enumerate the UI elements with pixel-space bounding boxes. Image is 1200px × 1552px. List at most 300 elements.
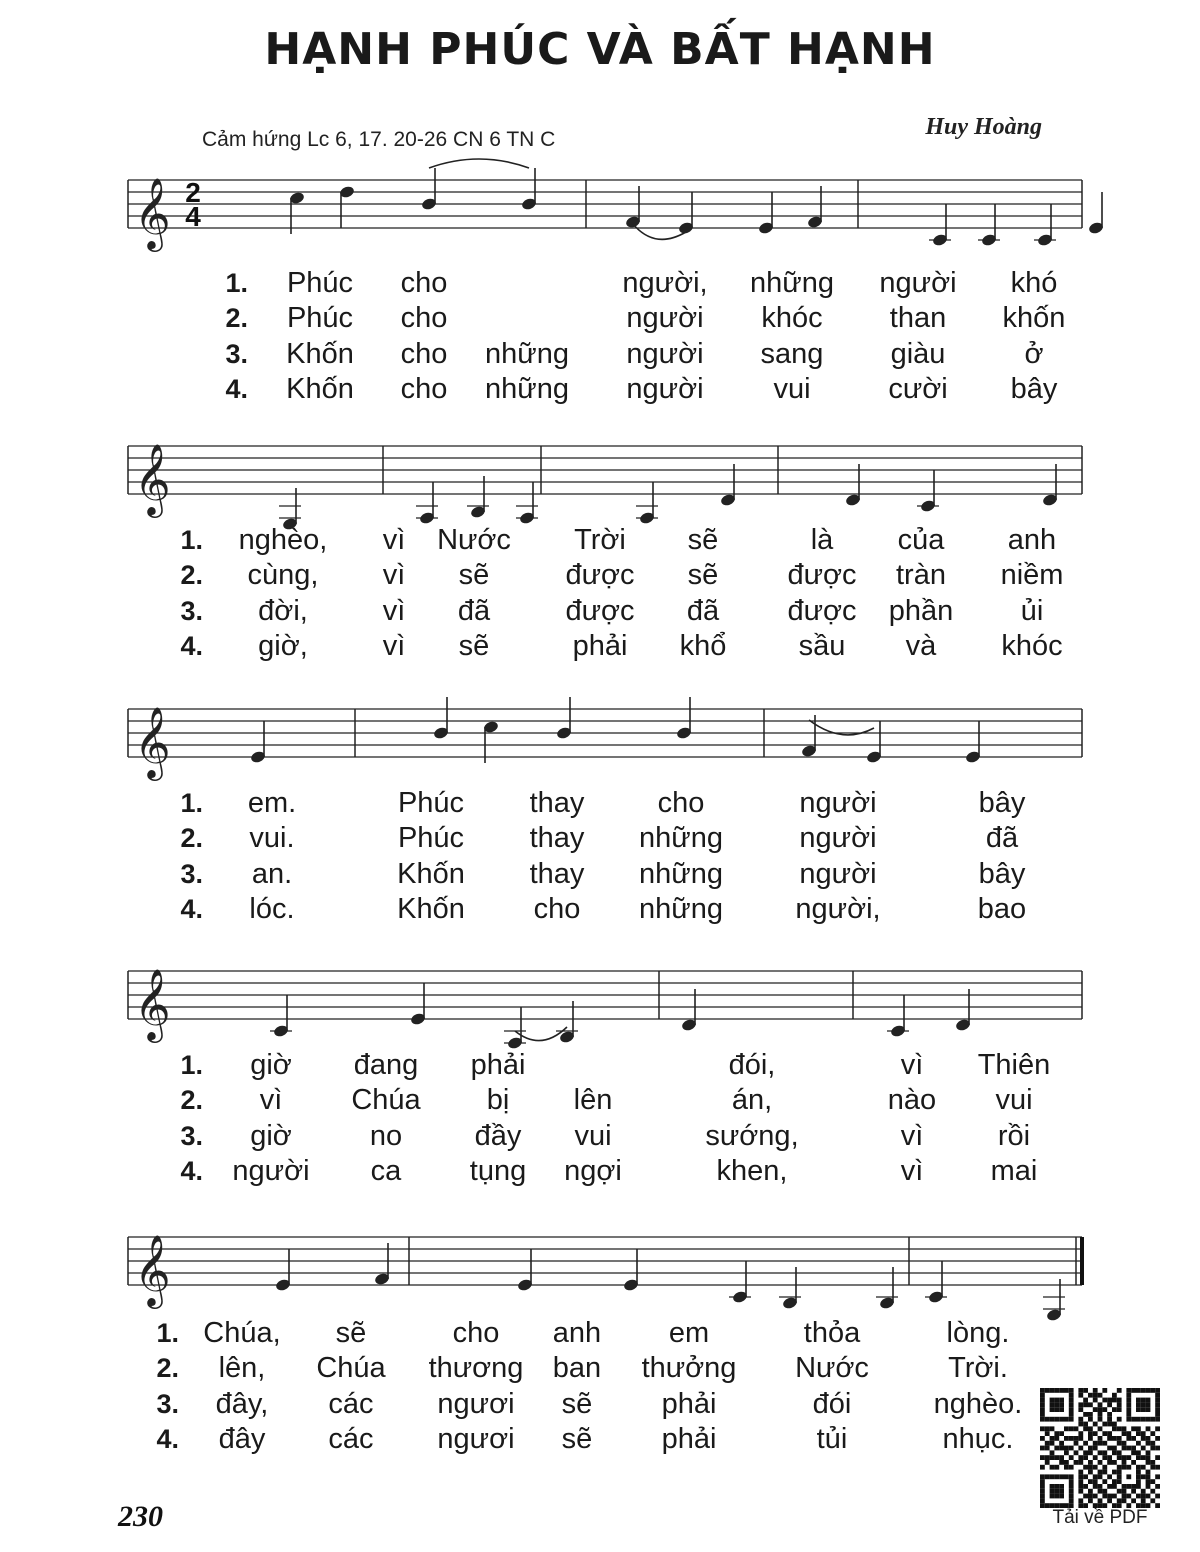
qr-module <box>1122 1441 1127 1446</box>
qr-module <box>1136 1450 1141 1455</box>
qr-module <box>1078 1460 1083 1465</box>
qr-module <box>1069 1498 1074 1503</box>
treble-clef-icon: 𝄞 <box>134 708 171 777</box>
qr-module <box>1102 1422 1107 1427</box>
lyric-syllable: khóc <box>761 302 823 334</box>
qr-module <box>1040 1407 1045 1412</box>
qr-module <box>1098 1402 1103 1407</box>
qr-module <box>1098 1436 1103 1441</box>
lyric-syllable: anh <box>552 1317 602 1349</box>
qr-module <box>1040 1412 1045 1417</box>
qr-module <box>1083 1455 1088 1460</box>
lyric-syllable: người <box>799 822 877 854</box>
qr-module <box>1112 1422 1117 1427</box>
qr-module <box>1054 1455 1059 1460</box>
lyric-syllable: người, <box>622 267 708 299</box>
qr-module <box>1131 1388 1136 1393</box>
verse-number: 3. <box>156 1389 179 1419</box>
qr-module <box>1050 1489 1055 1494</box>
qr-module <box>1155 1393 1160 1398</box>
qr-module <box>1093 1441 1098 1446</box>
qr-module <box>1126 1494 1131 1499</box>
qr-module <box>1059 1388 1064 1393</box>
qr-module <box>1040 1436 1045 1441</box>
lyric-syllable: ngươi <box>437 1423 515 1455</box>
qr-module <box>1117 1474 1122 1479</box>
qr-module <box>1054 1494 1059 1499</box>
qr-module <box>1150 1417 1155 1422</box>
qr-module <box>1064 1417 1069 1422</box>
qr-module <box>1126 1417 1131 1422</box>
qr-module <box>1146 1407 1151 1412</box>
lyric-syllable: đang <box>353 1049 419 1081</box>
qr-module <box>1136 1470 1141 1475</box>
qr-module <box>1050 1388 1055 1393</box>
qr-module <box>1107 1398 1112 1403</box>
time-signature-bottom: 4 <box>185 201 201 232</box>
qr-module <box>1045 1388 1050 1393</box>
lyric-syllable: Trời <box>574 524 626 556</box>
qr-module <box>1155 1465 1160 1470</box>
qr-module <box>1088 1479 1093 1484</box>
qr-module <box>1126 1455 1131 1460</box>
qr-module <box>1146 1388 1151 1393</box>
qr-module <box>1098 1393 1103 1398</box>
qr-module <box>1117 1470 1122 1475</box>
qr-module <box>1093 1479 1098 1484</box>
lyric-syllable: Phúc <box>397 822 465 854</box>
qr-module <box>1093 1388 1098 1393</box>
qr-module <box>1078 1455 1083 1460</box>
qr-module <box>1088 1470 1093 1475</box>
lyric-syllable: vì <box>900 1049 924 1081</box>
qr-code-icon[interactable] <box>1040 1388 1160 1508</box>
qr-module <box>1083 1402 1088 1407</box>
qr-module <box>1088 1402 1093 1407</box>
qr-module <box>1107 1402 1112 1407</box>
qr-module <box>1107 1474 1112 1479</box>
lyric-syllable: khổ <box>679 630 727 662</box>
qr-module <box>1117 1407 1122 1412</box>
qr-module <box>1122 1446 1127 1451</box>
lyric-syllable: là <box>810 524 834 556</box>
lyric-syllable: sẽ <box>458 630 490 662</box>
qr-module <box>1078 1417 1083 1422</box>
qr-module <box>1059 1489 1064 1494</box>
qr-module <box>1136 1431 1141 1436</box>
qr-module <box>1040 1426 1045 1431</box>
qr-module <box>1088 1446 1093 1451</box>
qr-module <box>1126 1398 1131 1403</box>
qr-module <box>1093 1455 1098 1460</box>
qr-module <box>1088 1431 1093 1436</box>
qr-module <box>1146 1426 1151 1431</box>
lyric-syllable: Khốn <box>286 373 354 405</box>
qr-module <box>1040 1484 1045 1489</box>
qr-module <box>1098 1470 1103 1475</box>
qr-module <box>1136 1398 1141 1403</box>
qr-module <box>1050 1450 1055 1455</box>
lyric-syllable: thay <box>529 822 585 854</box>
qr-module <box>1155 1494 1160 1499</box>
qr-module <box>1112 1470 1117 1475</box>
qr-module <box>1093 1494 1098 1499</box>
qr-module <box>1155 1417 1160 1422</box>
lyric-syllable: giàu <box>890 338 946 370</box>
lyric-syllable: những <box>639 893 723 925</box>
lyric-syllable: giờ <box>250 1120 292 1152</box>
qr-module <box>1054 1417 1059 1422</box>
qr-module <box>1131 1417 1136 1422</box>
qr-module <box>1069 1412 1074 1417</box>
qr-module <box>1088 1498 1093 1503</box>
qr-module <box>1107 1455 1112 1460</box>
qr-module <box>1117 1450 1122 1455</box>
qr-module <box>1069 1474 1074 1479</box>
qr-module <box>1146 1455 1151 1460</box>
qr-module <box>1102 1465 1107 1470</box>
lyric-syllable: lóc. <box>249 893 295 925</box>
lyric-syllable: cho <box>452 1317 500 1349</box>
qr-module <box>1122 1489 1127 1494</box>
lyric-syllable: người, <box>795 893 881 925</box>
qr-module <box>1150 1479 1155 1484</box>
qr-module <box>1146 1436 1151 1441</box>
qr-module <box>1141 1494 1146 1499</box>
qr-module <box>1088 1436 1093 1441</box>
qr-module <box>1150 1465 1155 1470</box>
qr-module <box>1136 1407 1141 1412</box>
lyric-syllable: Trời. <box>948 1352 1008 1384</box>
qr-module <box>1054 1436 1059 1441</box>
qr-module <box>1059 1407 1064 1412</box>
lyric-syllable: nghèo. <box>933 1388 1023 1420</box>
lyric-syllable: Khốn <box>286 338 354 370</box>
qr-module <box>1150 1489 1155 1494</box>
qr-module <box>1126 1388 1131 1393</box>
lyric-syllable: nào <box>887 1084 937 1116</box>
verse-number: 3. <box>180 1121 203 1151</box>
qr-module <box>1112 1450 1117 1455</box>
qr-module <box>1093 1465 1098 1470</box>
qr-module <box>1083 1484 1088 1489</box>
qr-module <box>1059 1484 1064 1489</box>
qr-module <box>1040 1398 1045 1403</box>
lyric-syllable: thay <box>529 858 585 890</box>
qr-module <box>1107 1484 1112 1489</box>
lyric-syllable: phải <box>572 630 628 662</box>
lyric-syllable: tủi <box>816 1423 848 1455</box>
qr-module <box>1074 1450 1079 1455</box>
qr-module <box>1102 1479 1107 1484</box>
qr-module <box>1083 1422 1088 1427</box>
qr-module <box>1088 1489 1093 1494</box>
lyric-syllable: giờ, <box>258 630 308 662</box>
lyric-syllable: Thiên <box>977 1049 1051 1081</box>
lyric-syllable: tụng <box>469 1155 527 1187</box>
lyric-syllable: thay <box>529 787 585 819</box>
qr-module <box>1069 1494 1074 1499</box>
qr-module <box>1040 1388 1045 1393</box>
qr-module <box>1102 1398 1107 1403</box>
page-number: 230 <box>118 1500 163 1533</box>
qr-module <box>1107 1494 1112 1499</box>
qr-module <box>1131 1426 1136 1431</box>
qr-module <box>1078 1484 1083 1489</box>
tie-slur <box>633 224 686 239</box>
qr-module <box>1122 1494 1127 1499</box>
qr-module <box>1050 1455 1055 1460</box>
qr-module <box>1074 1436 1079 1441</box>
lyric-syllable: đây, <box>215 1388 269 1420</box>
qr-module <box>1054 1402 1059 1407</box>
lyric-syllable: đói, <box>728 1049 776 1081</box>
qr-module <box>1059 1494 1064 1499</box>
lyric-syllable: an. <box>251 858 293 890</box>
lyric-syllable: khó <box>1010 267 1058 299</box>
qr-module <box>1155 1388 1160 1393</box>
lyric-syllable: ngợi <box>564 1155 622 1187</box>
lyric-syllable: người <box>799 858 877 890</box>
qr-module <box>1078 1498 1083 1503</box>
qr-module <box>1141 1431 1146 1436</box>
qr-module <box>1074 1460 1079 1465</box>
qr-module <box>1155 1474 1160 1479</box>
qr-module <box>1146 1398 1151 1403</box>
qr-module <box>1102 1431 1107 1436</box>
qr-module <box>1102 1489 1107 1494</box>
lyric-syllable: vì <box>382 524 406 556</box>
qr-module <box>1078 1431 1083 1436</box>
verse-number: 1. <box>225 268 248 298</box>
qr-module <box>1040 1479 1045 1484</box>
qr-module <box>1059 1431 1064 1436</box>
qr-module <box>1141 1402 1146 1407</box>
qr-module <box>1064 1388 1069 1393</box>
qr-module <box>1040 1489 1045 1494</box>
qr-module <box>1093 1422 1098 1427</box>
lyric-syllable: cho <box>533 893 581 925</box>
treble-clef-icon: 𝄞 <box>134 179 171 248</box>
qr-module <box>1117 1436 1122 1441</box>
lyric-syllable: sẽ <box>561 1388 593 1420</box>
lyric-syllable: phải <box>470 1049 526 1081</box>
lyric-syllable: bây <box>1010 373 1058 405</box>
qr-module <box>1064 1426 1069 1431</box>
qr-module <box>1155 1484 1160 1489</box>
qr-module <box>1083 1398 1088 1403</box>
verse-number: 3. <box>180 596 203 626</box>
qr-module <box>1078 1479 1083 1484</box>
qr-module <box>1054 1465 1059 1470</box>
qr-module <box>1045 1474 1050 1479</box>
lyric-syllable: anh <box>1007 524 1057 556</box>
lyric-syllable: khen, <box>716 1155 788 1187</box>
qr-module <box>1050 1474 1055 1479</box>
verse-number: 2. <box>156 1353 179 1383</box>
lyric-syllable: niềm <box>1000 559 1064 591</box>
qr-module <box>1078 1388 1083 1393</box>
qr-module <box>1069 1446 1074 1451</box>
lyric-syllable: đời, <box>258 595 308 627</box>
qr-module <box>1107 1436 1112 1441</box>
lyric-syllable: ủi <box>1020 595 1044 627</box>
qr-module <box>1126 1436 1131 1441</box>
qr-module <box>1146 1494 1151 1499</box>
qr-module <box>1078 1446 1083 1451</box>
qr-module <box>1141 1446 1146 1451</box>
lyric-syllable: đã <box>985 822 1019 854</box>
lyric-syllable: được <box>787 595 857 627</box>
qr-module <box>1045 1460 1050 1465</box>
qr-module <box>1112 1407 1117 1412</box>
lyric-syllable: người <box>626 302 704 334</box>
qr-module <box>1136 1441 1141 1446</box>
lyric-syllable: những <box>639 822 723 854</box>
qr-module <box>1136 1388 1141 1393</box>
lyric-syllable: Nước <box>795 1352 869 1384</box>
qr-module <box>1146 1479 1151 1484</box>
qr-module <box>1107 1412 1112 1417</box>
qr-module <box>1054 1489 1059 1494</box>
qr-module <box>1141 1388 1146 1393</box>
qr-module <box>1117 1498 1122 1503</box>
qr-module <box>1131 1484 1136 1489</box>
qr-module <box>1069 1489 1074 1494</box>
qr-module <box>1141 1455 1146 1460</box>
qr-module <box>1126 1393 1131 1398</box>
qr-module <box>1141 1498 1146 1503</box>
qr-module <box>1112 1436 1117 1441</box>
verse-number: 3. <box>225 339 248 369</box>
qr-module <box>1146 1402 1151 1407</box>
qr-module <box>1050 1426 1055 1431</box>
qr-module <box>1054 1388 1059 1393</box>
qr-module <box>1083 1450 1088 1455</box>
lyric-syllable: sẽ <box>687 524 719 556</box>
qr-module <box>1054 1431 1059 1436</box>
lyric-syllable: những <box>639 858 723 890</box>
lyric-syllable: sẽ <box>687 559 719 591</box>
qr-module <box>1069 1388 1074 1393</box>
treble-clef-icon: 𝄞 <box>134 1236 171 1305</box>
lyric-syllable: bây <box>978 858 1026 890</box>
qr-module <box>1102 1470 1107 1475</box>
lyric-syllable: tràn <box>896 559 946 591</box>
lyric-syllable: đói <box>812 1388 852 1420</box>
qr-module <box>1083 1465 1088 1470</box>
lyric-syllable: vì <box>382 595 406 627</box>
qr-module <box>1069 1417 1074 1422</box>
qr-module <box>1078 1474 1083 1479</box>
qr-module <box>1146 1484 1151 1489</box>
qr-module <box>1093 1446 1098 1451</box>
lyric-syllable: rồi <box>997 1120 1031 1152</box>
qr-module <box>1069 1436 1074 1441</box>
qr-module <box>1078 1489 1083 1494</box>
qr-module <box>1045 1441 1050 1446</box>
qr-module <box>1050 1402 1055 1407</box>
qr-module <box>1050 1441 1055 1446</box>
qr-module <box>1045 1455 1050 1460</box>
qr-module <box>1083 1426 1088 1431</box>
qr-module <box>1126 1484 1131 1489</box>
qr-module <box>1083 1474 1088 1479</box>
qr-module <box>1040 1455 1045 1460</box>
qr-module <box>1059 1460 1064 1465</box>
lyric-syllable: Phúc <box>286 267 354 299</box>
lyric-syllable: người <box>626 338 704 370</box>
qr-module <box>1146 1450 1151 1455</box>
lyric-syllable: thương <box>428 1352 524 1384</box>
qr-module <box>1088 1465 1093 1470</box>
lyric-syllable: người <box>232 1155 310 1187</box>
qr-module <box>1064 1436 1069 1441</box>
qr-module <box>1126 1474 1131 1479</box>
lyric-syllable: thưởng <box>641 1352 737 1384</box>
lyric-syllable: vui <box>995 1084 1033 1116</box>
qr-module <box>1117 1465 1122 1470</box>
lyric-syllable: lên, <box>218 1352 266 1384</box>
qr-module <box>1040 1498 1045 1503</box>
qr-module <box>1069 1426 1074 1431</box>
qr-module <box>1112 1393 1117 1398</box>
qr-module <box>1112 1494 1117 1499</box>
qr-module <box>1078 1436 1083 1441</box>
qr-module <box>1098 1489 1103 1494</box>
download-pdf-link[interactable]: Tải về PDF <box>1052 1507 1148 1528</box>
lyric-syllable: sướng, <box>705 1120 799 1152</box>
qr-module <box>1136 1494 1141 1499</box>
qr-module <box>1146 1460 1151 1465</box>
qr-module <box>1112 1479 1117 1484</box>
qr-module <box>1112 1460 1117 1465</box>
lyric-syllable: các <box>328 1388 374 1420</box>
qr-module <box>1136 1474 1141 1479</box>
lyric-syllable: vì <box>259 1084 283 1116</box>
qr-module <box>1155 1455 1160 1460</box>
qr-module <box>1150 1446 1155 1451</box>
qr-module <box>1122 1460 1127 1465</box>
qr-module <box>1098 1498 1103 1503</box>
qr-module <box>1141 1465 1146 1470</box>
composer-name: Huy Hoàng <box>925 114 1042 140</box>
lyric-syllable: bao <box>977 893 1027 925</box>
qr-module <box>1107 1431 1112 1436</box>
qr-module <box>1112 1426 1117 1431</box>
qr-module <box>1093 1407 1098 1412</box>
lyric-syllable: lòng. <box>946 1317 1010 1349</box>
lyric-syllable: sẽ <box>335 1317 367 1349</box>
lyric-syllable: cho <box>657 787 705 819</box>
qr-module <box>1059 1455 1064 1460</box>
qr-module <box>1131 1460 1136 1465</box>
qr-module <box>1098 1441 1103 1446</box>
qr-module <box>1078 1407 1083 1412</box>
qr-module <box>1136 1402 1141 1407</box>
qr-module <box>1155 1402 1160 1407</box>
lyric-syllable: vui. <box>249 822 295 854</box>
qr-module <box>1150 1441 1155 1446</box>
qr-module <box>1040 1402 1045 1407</box>
lyric-syllable: vì <box>900 1155 924 1187</box>
qr-module <box>1083 1412 1088 1417</box>
qr-module <box>1150 1498 1155 1503</box>
lyric-syllable: Khốn <box>397 893 465 925</box>
qr-module <box>1078 1470 1083 1475</box>
lyric-syllable: được <box>565 559 635 591</box>
qr-module <box>1088 1393 1093 1398</box>
